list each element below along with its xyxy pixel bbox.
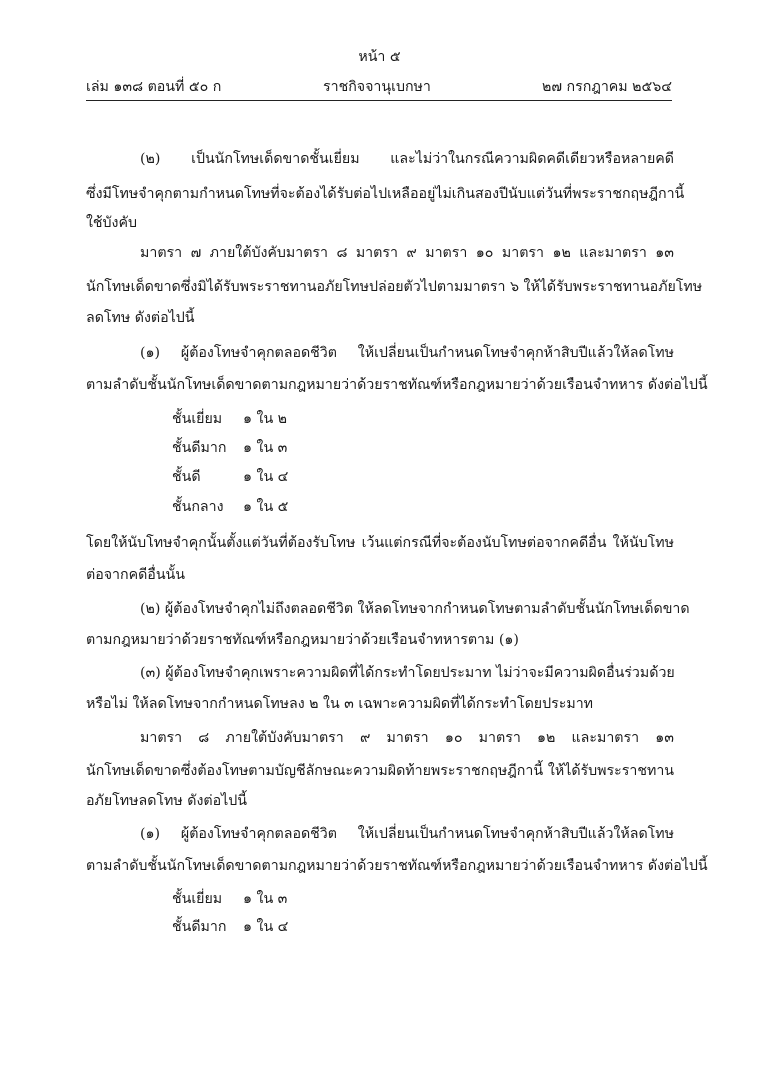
page-header xyxy=(86,76,672,98)
level-label: ชั้นเยี่ยม xyxy=(172,411,223,427)
clause-line: หรือไม่ ให้ลดโทษจากกำหนดโทษลง ๒ ใน ๓ เฉพาะความผิดที่ได้กระทำโดยประมาท xyxy=(86,696,594,712)
paragraph-line: นักโทษเด็ดขาดซึ่งมิได้รับพระราชทานอภัยโทษปล่อยตัวไปตามมาตรา ๖ ให้ได้รับพระราชทานอภัยโทษ xyxy=(86,279,703,295)
section-7-heading: มาตรา ๗ ภายใต้บังคับมาตรา ๘ มาตรา ๙ มาตรา ๑๐ มาตรา ๑๒ และมาตรา ๑๓ xyxy=(140,245,674,261)
page-number: หน้า ๕ xyxy=(358,49,401,65)
paragraph-line: โดยให้นับโทษจำคุกนั้นตั้งแต่วันที่ต้องรับโทษ เว้นแต่กรณีที่จะต้องนับโทษต่อจากคดีอื่น ให้นับโทษ xyxy=(86,535,674,551)
clause-line: ตามลำดับชั้นนักโทษเด็ดขาดตามกฎหมายว่าด้วยราชทัณฑ์หรือกฎหมายว่าด้วยเรือนจำทหาร ดังต่อไปนี้ xyxy=(86,858,708,874)
section-8-heading: มาตรา ๘ ภายใต้บังคับมาตรา ๙ มาตรา ๑๐ มาตรา ๑๒ และมาตรา ๑๓ xyxy=(140,730,674,746)
header-date: ๒๗ กรกฎาคม ๒๕๖๔ xyxy=(541,79,672,95)
clause-line: (๓) ผู้ต้องโทษจำคุกเพราะความผิดที่ได้กระทำโดยประมาท ไม่ว่าจะมีความผิดอื่นร่วมด้วย xyxy=(140,665,675,681)
level-label: ชั้นดี xyxy=(172,469,201,485)
header-gazette-title: ราชกิจจานุเบกษา xyxy=(323,79,431,95)
level-label: ชั้นเยี่ยม xyxy=(172,891,223,907)
level-fraction: ๑ ใน ๓ xyxy=(243,440,288,456)
paragraph-line: (๒) เป็นนักโทษเด็ดขาดชั้นเยี่ยม และไม่ว่าในกรณีความผิดคดีเดียวหรือหลายคดี xyxy=(140,151,674,167)
clause-line: ตามกฎหมายว่าด้วยราชทัณฑ์หรือกฎหมายว่าด้วยเรือนจำทหารตาม (๑) xyxy=(86,632,519,648)
paragraph-line: อภัยโทษลดโทษ ดังต่อไปนี้ xyxy=(86,793,247,809)
clause-line: (๒) ผู้ต้องโทษจำคุกไม่ถึงตลอดชีวิต ให้ลดโทษจากกำหนดโทษตามลำดับชั้นนักโทษเด็ดขาด xyxy=(140,601,690,617)
level-fraction: ๑ ใน ๔ xyxy=(243,919,289,935)
paragraph-line: นักโทษเด็ดขาดซึ่งต้องโทษตามบัญชีลักษณะความผิดท้ายพระราชกฤษฎีกานี้ ให้ได้รับพระราชทาน xyxy=(86,763,674,779)
paragraph-line: ลดโทษ ดังต่อไปนี้ xyxy=(86,310,195,326)
clause-line: ตามลำดับชั้นนักโทษเด็ดขาดตามกฎหมายว่าด้วยราชทัณฑ์หรือกฎหมายว่าด้วยเรือนจำทหาร ดังต่อไปนี้ xyxy=(86,377,708,393)
level-label: ชั้นกลาง xyxy=(172,499,224,515)
header-volume: เล่ม ๑๓๘ ตอนที่ ๕๐ ก xyxy=(86,79,222,95)
paragraph-line: ใช้บังคับ xyxy=(86,215,137,231)
clause-line: (๑) ผู้ต้องโทษจำคุกตลอดชีวิต ให้เปลี่ยนเป็นกำหนดโทษจำคุกห้าสิบปีแล้วให้ลดโทษ xyxy=(140,345,674,361)
clause-line: (๑) ผู้ต้องโทษจำคุกตลอดชีวิต ให้เปลี่ยนเป็นกำหนดโทษจำคุกห้าสิบปีแล้วให้ลดโทษ xyxy=(140,826,674,842)
level-fraction: ๑ ใน ๔ xyxy=(243,469,289,485)
level-fraction: ๑ ใน ๒ xyxy=(243,411,288,427)
level-label: ชั้นดีมาก xyxy=(172,440,227,456)
level-label: ชั้นดีมาก xyxy=(172,919,227,935)
paragraph-line: ต่อจากคดีอื่นนั้น xyxy=(86,567,185,583)
level-fraction: ๑ ใน ๓ xyxy=(243,891,288,907)
paragraph-line: ซึ่งมีโทษจำคุกตามกำหนดโทษที่จะต้องได้รับต่อไปเหลืออยู่ไม่เกินสองปีนับแต่วันที่พระราชกฤษฎีกานี้ xyxy=(86,186,685,202)
level-fraction: ๑ ใน ๕ xyxy=(243,499,289,515)
header-rule xyxy=(86,100,672,101)
